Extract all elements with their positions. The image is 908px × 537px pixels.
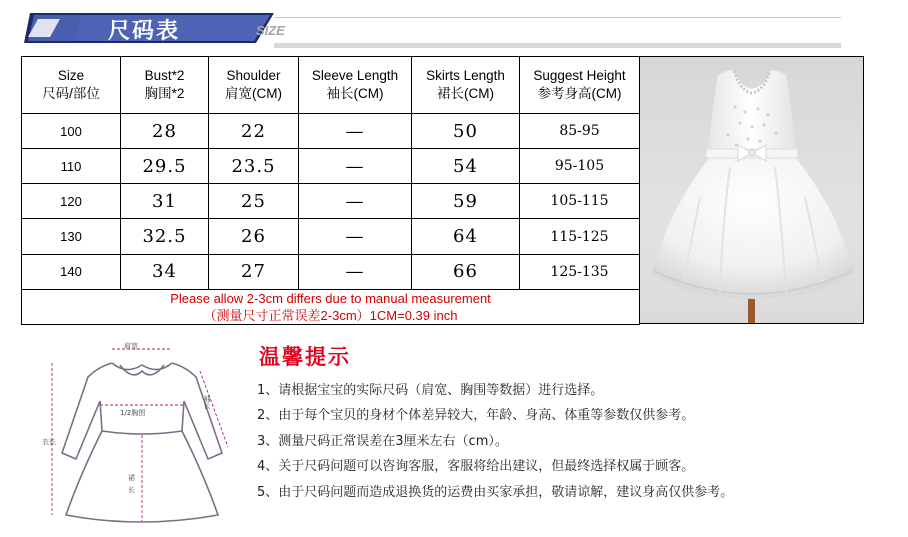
measurement-note-cn: （测量尺寸正常误差2-3cm）1CM=0.39 inch [203, 307, 458, 323]
skirt-length-label-1: 裙 [128, 474, 135, 482]
sleeve-cell: — [299, 219, 412, 254]
shoulder-cell: 27 [209, 254, 299, 289]
column-header-height [520, 57, 640, 114]
shoulder-cell: 26 [209, 219, 299, 254]
size-cell: 100 [22, 114, 121, 149]
size-cell: 110 [22, 149, 121, 184]
tip-item: 4、关于尺码问题可以咨询客服，客服将给出建议，但最终选择权属于顾客。 [257, 459, 695, 475]
measurement-note [22, 289, 640, 324]
table-row [22, 114, 640, 149]
tip-item: 2、由于每个宝贝的身材个体差异较大，年龄、身高、体重等参数仅供参考。 [257, 408, 695, 424]
skirt-length-cell: 59 [412, 184, 520, 219]
column-header-sleeve [299, 57, 412, 114]
page-title: 尺码表 [108, 19, 181, 44]
page-subtitle: SIZE [256, 23, 285, 38]
height-cell: 115-125 [520, 219, 640, 254]
sleeve-cell: — [299, 254, 412, 289]
dress-image [640, 57, 864, 324]
header-divider-top [274, 17, 841, 18]
column-header-cn: 袖长(CM) [326, 86, 384, 101]
shoulder-cell: 22 [209, 114, 299, 149]
bust-cell: 28 [121, 114, 209, 149]
column-header-cn: 裙长(CM) [437, 86, 494, 101]
column-header-cn: 胸围*2 [144, 86, 185, 101]
column-header-cn: 参考身高(CM) [537, 86, 622, 101]
column-header-en: Shoulder [226, 68, 281, 83]
column-header-en: Sleeve Length [311, 68, 399, 83]
size-chart-header [24, 11, 841, 47]
sleeve-cell: — [299, 149, 412, 184]
skirt-length-cell: 50 [412, 114, 520, 149]
column-header-en: Bust*2 [144, 68, 185, 83]
header-divider-bottom [274, 43, 841, 48]
bust-cell: 29.5 [121, 149, 209, 184]
tip-item: 3、测量尺码正常误差在3厘米左右（cm）。 [257, 433, 508, 449]
table-row [22, 254, 640, 289]
shoulder-width-label: 肩宽 [124, 342, 138, 350]
height-cell: 85-95 [520, 114, 640, 149]
skirt-length-cell: 54 [412, 149, 520, 184]
column-header-cn: 肩宽(CM) [225, 86, 282, 101]
tip-item: 1、请根据宝宝的实际尺码（肩宽、胸围等数据）进行选择。 [257, 383, 604, 398]
table-header-row [22, 57, 640, 114]
dress-outline-icon [40, 335, 245, 530]
table-row [22, 184, 640, 219]
size-table [21, 56, 640, 325]
sleeve-length-label: 袖长 [203, 395, 211, 409]
column-header-shoulder [209, 57, 299, 114]
column-header-en: Skirts Length [426, 68, 505, 83]
column-header-cn: 尺码/部位 [42, 86, 100, 101]
size-cell: 120 [22, 184, 121, 219]
tips-list [257, 378, 733, 505]
measurement-note-en: Please allow 2-3cm differs due to manual measurement [170, 290, 491, 306]
sleeve-cell: — [299, 114, 412, 149]
table-row [22, 149, 640, 184]
height-cell: 105-115 [520, 184, 640, 219]
measurement-diagram [40, 335, 245, 530]
tip-item: 5、由于尺码问题而造成退换货的运费由买家承担，敬请谅解，建议身高仅供参考。 [257, 484, 734, 500]
sleeve-cell: — [299, 184, 412, 219]
product-photo [639, 56, 864, 324]
half-bust-label: 1/2胸围 [120, 409, 146, 417]
size-cell: 140 [22, 254, 121, 289]
skirt-length-cell: 64 [412, 219, 520, 254]
bust-cell: 34 [121, 254, 209, 289]
size-cell: 130 [22, 219, 121, 254]
column-header-skirt [412, 57, 520, 114]
table-note-row [22, 289, 640, 324]
height-cell: 125-135 [520, 254, 640, 289]
skirt-length-cell: 66 [412, 254, 520, 289]
tips-title: 温馨提示 [259, 345, 351, 369]
table-row [22, 219, 640, 254]
skirt-length-label-2: 长 [128, 486, 135, 494]
shoulder-cell: 23.5 [209, 149, 299, 184]
bust-cell: 32.5 [121, 219, 209, 254]
height-cell: 95-105 [520, 149, 640, 184]
column-header-size [22, 57, 121, 114]
shoulder-cell: 25 [209, 184, 299, 219]
column-header-en: Size [57, 68, 85, 83]
column-header-en: Suggest Height [533, 68, 626, 83]
garment-length-label: 衣长 [42, 438, 56, 446]
bust-cell: 31 [121, 184, 209, 219]
column-header-bust [121, 57, 209, 114]
